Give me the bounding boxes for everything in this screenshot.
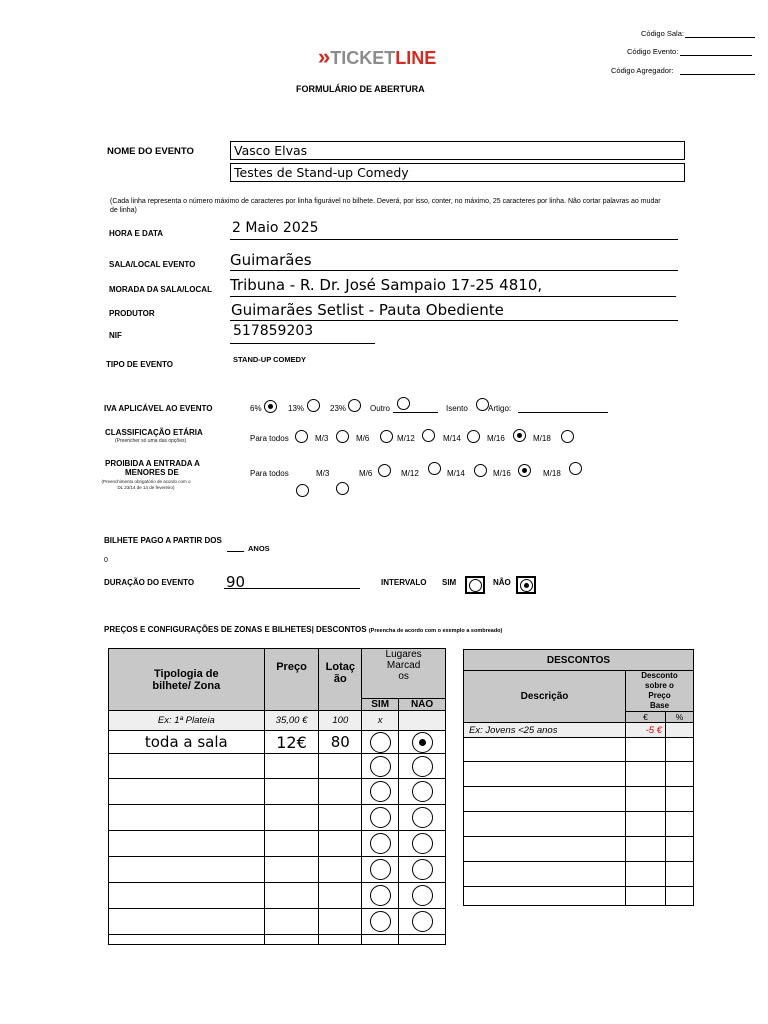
age-opt-m14: M/14 [443, 434, 461, 443]
row-capacity[interactable]: 80 [319, 731, 362, 754]
minors-sub: (Preenchimento obrigatório de acordo com o DL 23/14 de 14 de fevereiro) [101, 479, 191, 490]
venue-underline [230, 270, 678, 271]
table-row[interactable] [109, 805, 446, 831]
interval-sim-radio[interactable] [469, 579, 482, 592]
list-item[interactable] [464, 787, 694, 812]
discount-example-pct [666, 723, 694, 738]
empty-cell[interactable] [626, 862, 666, 887]
list-item[interactable] [464, 812, 694, 837]
empty-cell[interactable] [464, 738, 626, 762]
empty-cell[interactable] [319, 909, 362, 935]
empty-cell[interactable] [666, 862, 694, 887]
empty-cell[interactable] [464, 762, 626, 787]
event-type-value[interactable]: STAND-UP COMEDY [233, 355, 307, 364]
iva-option-isento: Isento [446, 404, 468, 413]
empty-cell[interactable] [109, 935, 265, 945]
empty-cell[interactable] [319, 935, 362, 945]
list-item[interactable] [464, 887, 694, 906]
sim-radio[interactable] [370, 807, 391, 828]
col-capacity-header: Lotação [319, 649, 362, 711]
empty-cell[interactable] [319, 754, 362, 779]
table-row[interactable] [109, 857, 446, 883]
iva-outro-radio[interactable] [397, 397, 410, 410]
iva-23-radio[interactable] [348, 399, 361, 412]
interval-nao-radio[interactable] [520, 579, 533, 592]
discount-example-eur: -5 € [626, 723, 666, 738]
interval-nao-box[interactable] [516, 576, 536, 594]
artigo-label: Artigo: [488, 404, 512, 413]
empty-cell[interactable] [319, 857, 362, 883]
empty-cell[interactable] [362, 935, 399, 945]
minors-m14-radio[interactable] [474, 464, 487, 477]
codigo-evento-field[interactable] [680, 55, 752, 56]
nao-radio[interactable] [412, 781, 433, 802]
list-item[interactable] [464, 738, 694, 762]
age-m6-radio[interactable] [380, 430, 393, 443]
empty-cell[interactable] [464, 837, 626, 862]
venue-value[interactable]: Guimarães [230, 251, 312, 269]
row-price[interactable]: 12€ [264, 731, 319, 754]
empty-cell[interactable] [464, 787, 626, 812]
nif-underline [230, 343, 375, 344]
iva-option-6: 6% [250, 404, 262, 413]
minors-opt-m18: M/18 [543, 469, 561, 478]
empty-cell[interactable] [109, 831, 265, 857]
age-class-label: CLASSIFICAÇÃO ETÁRIA [105, 428, 203, 437]
table-row[interactable] [109, 831, 446, 857]
empty-cell[interactable] [319, 805, 362, 831]
minors-label-2: MENORES DE [125, 468, 179, 477]
empty-cell[interactable] [264, 857, 319, 883]
codigo-sala-field[interactable] [685, 37, 755, 38]
ticketline-logo: »TICKETLINE [318, 44, 437, 69]
nao-radio[interactable] [412, 885, 433, 906]
iva-option-23: 23% [330, 404, 347, 413]
empty-cell[interactable] [109, 857, 265, 883]
age-opt-m18: M/18 [533, 434, 551, 443]
event-name-label: NOME DO EVENTO [107, 146, 194, 157]
empty-cell[interactable] [666, 762, 694, 787]
date-underline [230, 239, 678, 240]
empty-cell[interactable] [264, 805, 319, 831]
col-seats-header: Lugares Marcados [362, 649, 446, 699]
empty-cell[interactable] [109, 779, 265, 805]
interval-nao-label: NÃO [493, 578, 511, 587]
minors-opt-m6: M/6 [359, 469, 373, 478]
example-type: Ex: 1ª Plateia [109, 711, 265, 731]
minors-opt-m14: M/14 [447, 469, 465, 478]
table-row[interactable] [109, 731, 446, 754]
empty-cell[interactable] [319, 831, 362, 857]
empty-cell[interactable] [264, 831, 319, 857]
event-name-line1[interactable]: Vasco Elvas [230, 141, 685, 160]
codigo-evento-label: Código Evento: [627, 47, 679, 56]
duration-value[interactable]: 90 [226, 573, 246, 591]
empty-cell[interactable] [109, 909, 265, 935]
ticket-age-field[interactable] [227, 551, 244, 552]
empty-cell[interactable] [626, 738, 666, 762]
discount-desc-header: Descrição [464, 671, 626, 723]
minors-todos-radio[interactable] [296, 484, 309, 497]
list-item[interactable] [464, 762, 694, 787]
minors-m18-radio[interactable] [569, 462, 582, 475]
age-m3-radio[interactable] [336, 430, 349, 443]
date-value[interactable]: 2 Maio 2025 [232, 220, 319, 236]
sim-radio[interactable] [370, 859, 391, 880]
ticket-age-label: BILHETE PAGO A PARTIR DOS [104, 536, 222, 545]
nao-radio[interactable] [412, 911, 433, 932]
list-item[interactable] [464, 837, 694, 862]
empty-cell[interactable] [666, 887, 694, 906]
event-name-line2[interactable]: Testes de Stand-up Comedy [230, 163, 685, 182]
event-type-label: TIPO DE EVENTO [106, 360, 173, 369]
date-label: HORA E DATA [109, 229, 164, 238]
empty-cell[interactable] [319, 779, 362, 805]
sim-radio[interactable] [370, 756, 391, 777]
prices-title-note: (Preencha de acordo com o exemplo a sombreado) [368, 628, 503, 634]
empty-cell[interactable] [109, 754, 265, 779]
empty-cell[interactable] [626, 887, 666, 906]
producer-label: PRODUTOR [109, 309, 155, 318]
minors-opt-m12: M/12 [401, 469, 419, 478]
minors-m12-radio[interactable] [428, 462, 441, 475]
minors-opt-m3: M/3 [316, 469, 330, 478]
age-m12-radio[interactable] [422, 429, 435, 442]
empty-cell[interactable] [264, 935, 319, 945]
col-price-header: Preço [264, 649, 319, 711]
sim-radio[interactable] [370, 781, 391, 802]
empty-cell[interactable] [264, 779, 319, 805]
age-opt-m16: M/16 [487, 434, 505, 443]
discount-value-header: Desconto sobre o Preço Base [626, 671, 694, 712]
discounts-title: DESCONTOS [464, 650, 694, 671]
age-m14-radio[interactable] [467, 430, 480, 443]
row-nao-radio[interactable] [412, 732, 433, 753]
row-sim-radio[interactable] [370, 732, 391, 753]
age-m18-radio[interactable] [561, 430, 574, 443]
row-type[interactable]: toda a sala [109, 731, 265, 754]
venue-label: SALA/LOCAL EVENTO [109, 260, 196, 269]
discount-eur-header: € [626, 712, 666, 723]
empty-cell[interactable] [264, 909, 319, 935]
address-value[interactable]: Tribuna - R. Dr. José Sampaio 17-25 4810, [230, 276, 543, 294]
iva-option-outro: Outro [370, 404, 391, 413]
iva-outro-field[interactable] [393, 412, 438, 413]
age-opt-m6: M/6 [356, 434, 370, 443]
duration-underline [224, 588, 360, 589]
table-row[interactable] [109, 909, 446, 935]
nif-label: NIF [109, 331, 122, 340]
empty-cell[interactable] [399, 935, 446, 945]
example-sim: x [362, 711, 399, 731]
iva-option-13: 13% [288, 404, 305, 413]
nif-value[interactable]: 517859203 [233, 323, 314, 339]
empty-cell[interactable] [464, 812, 626, 837]
codigo-agregador-field[interactable] [680, 74, 755, 75]
example-price: 35,00 € [264, 711, 319, 731]
empty-cell[interactable] [666, 837, 694, 862]
interval-sim-box[interactable] [465, 576, 485, 594]
col-nao-header: NÃO [399, 699, 446, 711]
col-type-header: Tipologia de bilhete/ Zona [109, 649, 265, 711]
sim-radio[interactable] [370, 885, 391, 906]
discount-example-desc: Ex: Jovens <25 anos [464, 723, 626, 738]
empty-cell[interactable] [666, 738, 694, 762]
age-opt-todos: Para todos [250, 434, 289, 443]
nao-radio[interactable] [412, 807, 433, 828]
table-row[interactable] [109, 883, 446, 909]
logo-chevron-icon: » [318, 44, 331, 69]
table-row[interactable] [109, 779, 446, 805]
list-item[interactable] [464, 862, 694, 887]
empty-cell[interactable] [626, 812, 666, 837]
empty-cell[interactable] [109, 883, 265, 909]
empty-cell[interactable] [109, 805, 265, 831]
age-opt-m3: M/3 [315, 434, 329, 443]
interval-label: INTERVALO [381, 578, 427, 587]
address-label: MORADA DA SALA/LOCAL [109, 285, 212, 294]
address-underline [230, 296, 676, 297]
iva-label: IVA APLICÁVEL AO EVENTO [104, 404, 213, 413]
age-class-sub: (Preencher só uma das opções) [115, 438, 187, 444]
minors-m16-radio[interactable] [518, 464, 531, 477]
table-row[interactable] [109, 754, 446, 779]
minors-m6-radio[interactable] [378, 464, 391, 477]
empty-cell[interactable] [666, 812, 694, 837]
prices-title-text: PREÇOS E CONFIGURAÇÕES DE ZONAS E BILHETES| DESCONTOS [104, 625, 367, 634]
producer-underline [230, 320, 678, 321]
nao-radio[interactable] [412, 833, 433, 854]
line-note: (Cada linha representa o número máximo de caracteres por linha figurável no bilhete. Deverá, por isso, conter, no máximo, 25 caracteres por linha. Não cortar palavras ao mudar de linha) [110, 198, 661, 214]
discount-pct-header: % [666, 712, 694, 723]
minors-m3-radio[interactable] [336, 482, 349, 495]
empty-cell[interactable] [626, 837, 666, 862]
minors-opt-m16: M/16 [493, 469, 511, 478]
age-opt-m12: M/12 [397, 434, 415, 443]
example-nao [399, 711, 446, 731]
discounts-table [463, 649, 694, 906]
iva-13-radio[interactable] [307, 399, 320, 412]
prices-section-title [104, 625, 502, 634]
ticket-age-zero: 0 [104, 557, 108, 564]
empty-cell[interactable] [626, 787, 666, 812]
empty-cell[interactable] [626, 762, 666, 787]
empty-cell[interactable] [264, 754, 319, 779]
empty-cell[interactable] [264, 883, 319, 909]
ticket-age-unit: ANOS [248, 544, 270, 553]
prices-table [108, 648, 446, 945]
empty-cell[interactable] [319, 883, 362, 909]
empty-cell[interactable] [464, 887, 626, 906]
minors-label-1: PROIBIDA A ENTRADA A [105, 459, 200, 468]
nao-radio[interactable] [412, 756, 433, 777]
table-row[interactable] [109, 935, 446, 945]
codigo-agregador-label: Código Agregador: [611, 66, 674, 75]
iva-6-radio[interactable] [264, 400, 277, 413]
age-todos-radio[interactable] [295, 430, 308, 443]
sim-radio[interactable] [370, 833, 391, 854]
example-row [109, 711, 446, 731]
minors-opt-todos: Para todos [250, 469, 289, 478]
duration-label: DURAÇÃO DO EVENTO [104, 578, 195, 587]
producer-value[interactable]: Guimarães Setlist - Pauta Obediente [231, 301, 504, 319]
age-m16-radio[interactable] [513, 429, 526, 442]
codigo-sala-label: Código Sala: [641, 29, 684, 38]
discount-example-row [464, 723, 694, 738]
interval-sim-label: SIM [442, 578, 457, 587]
form-title: FORMULÁRIO DE ABERTURA [296, 84, 425, 94]
empty-cell[interactable] [666, 787, 694, 812]
example-capacity: 100 [319, 711, 362, 731]
nao-radio[interactable] [412, 859, 433, 880]
artigo-field[interactable] [518, 412, 608, 413]
sim-radio[interactable] [370, 911, 391, 932]
col-sim-header: SIM [362, 699, 399, 711]
empty-cell[interactable] [464, 862, 626, 887]
